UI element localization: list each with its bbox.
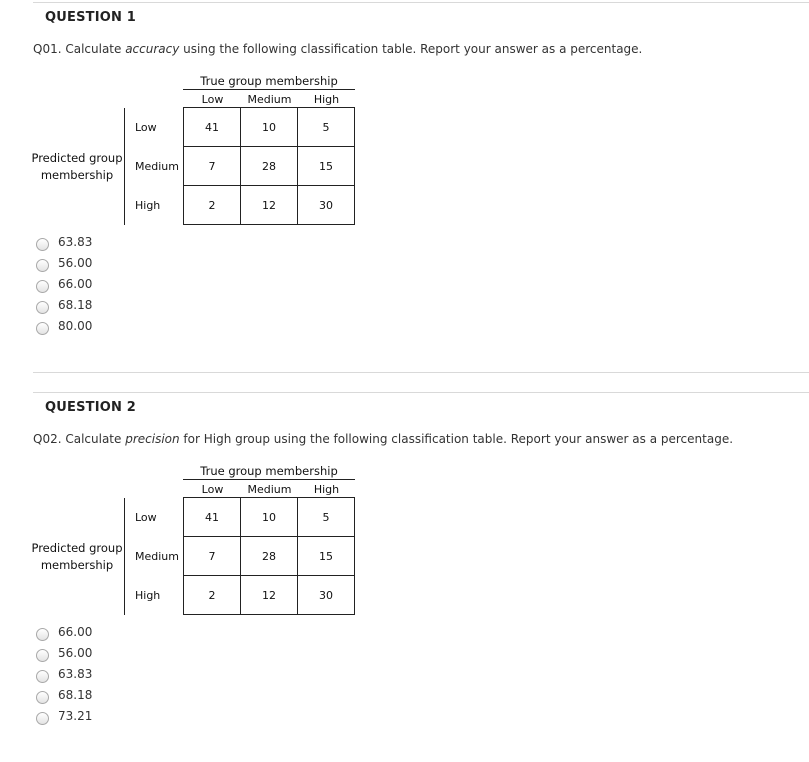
- question-text: [33, 42, 642, 56]
- classification-table: [183, 107, 355, 225]
- radio-button[interactable]: [36, 649, 49, 662]
- column-header-low: Low: [201, 483, 224, 496]
- table-cell: 5: [298, 108, 355, 147]
- table-row: [184, 537, 355, 576]
- table-cell: 2: [184, 186, 241, 225]
- answer-option-label: 80.00: [58, 319, 93, 333]
- row-header-high: High: [135, 589, 161, 602]
- table-row: [184, 186, 355, 225]
- question-prefix: Q01. Calculate: [33, 42, 126, 56]
- classification-table: [183, 497, 355, 615]
- table-cell: 15: [298, 537, 355, 576]
- table-cell: 28: [241, 147, 298, 186]
- question-text: [33, 432, 733, 446]
- radio-button[interactable]: [36, 691, 49, 704]
- table-cell: 5: [298, 498, 355, 537]
- answer-option-label: 66.00: [58, 277, 93, 291]
- predicted-label-line2: membership: [40, 558, 114, 572]
- table-row: [184, 576, 355, 615]
- question-suffix: for High group using the following classification table. Report your answer as a percentage.: [179, 432, 734, 446]
- table-cell: 41: [184, 498, 241, 537]
- table-cell: 41: [184, 108, 241, 147]
- question-title: QUESTION 2: [45, 400, 137, 415]
- column-header-medium: Medium: [247, 93, 292, 106]
- radio-button[interactable]: [36, 670, 49, 683]
- true-group-label: True group membership: [200, 464, 338, 478]
- predicted-label-line1: Predicted group: [31, 541, 123, 555]
- divider: [33, 2, 809, 3]
- divider: [124, 498, 125, 615]
- question-title: QUESTION 1: [45, 10, 137, 25]
- row-header-low: Low: [135, 511, 157, 524]
- table-cell: 10: [241, 498, 298, 537]
- predicted-label-line1: Predicted group: [31, 151, 123, 165]
- question-emphasis: accuracy: [125, 42, 180, 56]
- answer-option-label: 56.00: [58, 256, 93, 270]
- radio-button[interactable]: [36, 712, 49, 725]
- predicted-group-label: [30, 540, 124, 574]
- answer-option-label: 68.18: [58, 688, 93, 702]
- column-header-low: Low: [201, 93, 224, 106]
- radio-button[interactable]: [36, 628, 49, 641]
- divider: [183, 479, 355, 480]
- question-emphasis: precision: [125, 432, 180, 446]
- radio-button[interactable]: [36, 322, 49, 335]
- row-header-low: Low: [135, 121, 157, 134]
- question-2: [0, 390, 809, 760]
- table-cell: 28: [241, 537, 298, 576]
- table-cell: 15: [298, 147, 355, 186]
- column-header-medium: Medium: [247, 483, 292, 496]
- answer-option-label: 66.00: [58, 625, 93, 639]
- radio-button[interactable]: [36, 238, 49, 251]
- question-prefix: Q02. Calculate: [33, 432, 126, 446]
- row-header-high: High: [135, 199, 161, 212]
- predicted-group-label: [30, 150, 124, 184]
- table-cell: 12: [241, 576, 298, 615]
- radio-button[interactable]: [36, 280, 49, 293]
- radio-button[interactable]: [36, 259, 49, 272]
- answer-option-label: 63.83: [58, 667, 93, 681]
- answer-option-label: 73.21: [58, 709, 93, 723]
- true-group-label: True group membership: [200, 74, 338, 88]
- row-header-medium: Medium: [135, 160, 179, 173]
- divider: [124, 108, 125, 225]
- radio-button[interactable]: [36, 301, 49, 314]
- table-cell: 10: [241, 108, 298, 147]
- table-cell: 7: [184, 537, 241, 576]
- table-cell: 12: [241, 186, 298, 225]
- answer-option-label: 56.00: [58, 646, 93, 660]
- divider: [183, 89, 355, 90]
- predicted-label-line2: membership: [40, 168, 114, 182]
- table-cell: 30: [298, 576, 355, 615]
- table-row: [184, 147, 355, 186]
- question-suffix: using the following classification table. Report your answer as a percentage.: [179, 42, 643, 56]
- divider: [33, 372, 809, 373]
- column-header-high: High: [313, 93, 340, 106]
- table-row: [184, 108, 355, 147]
- column-header-high: High: [313, 483, 340, 496]
- answer-option-label: 63.83: [58, 235, 93, 249]
- divider: [33, 392, 809, 393]
- table-cell: 2: [184, 576, 241, 615]
- table-cell: 30: [298, 186, 355, 225]
- answer-option-label: 68.18: [58, 298, 93, 312]
- table-cell: 7: [184, 147, 241, 186]
- table-row: [184, 498, 355, 537]
- question-1: [0, 0, 809, 370]
- row-header-medium: Medium: [135, 550, 179, 563]
